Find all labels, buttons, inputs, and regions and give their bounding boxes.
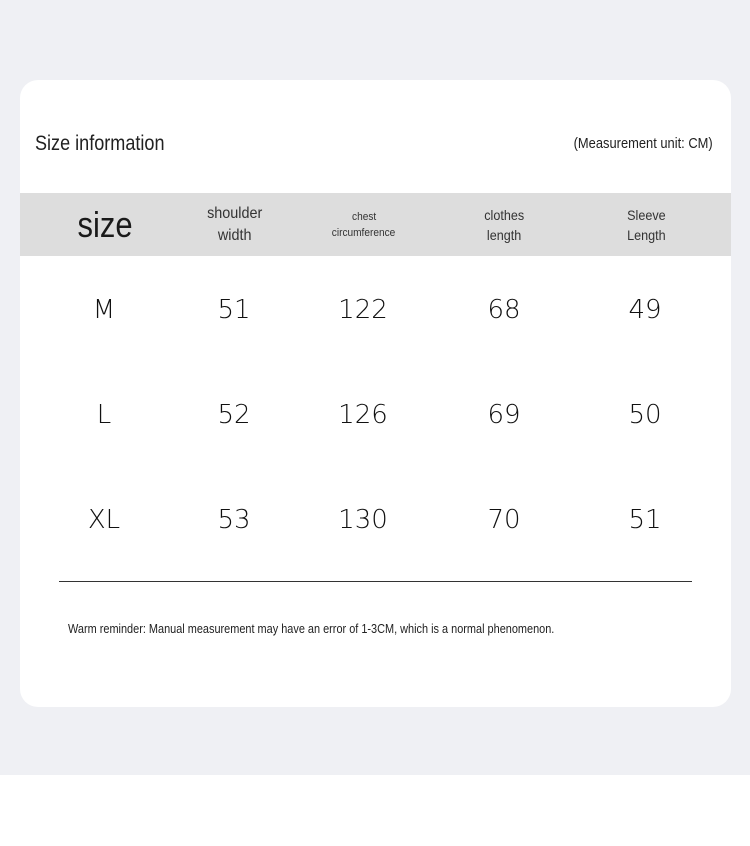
- cell-chest: 126: [338, 400, 388, 430]
- header-shoulder-line2: width: [218, 226, 252, 244]
- header-chest-line2: circumference: [332, 226, 396, 239]
- cell-shoulder: 51: [217, 295, 251, 325]
- table-row: [20, 490, 731, 550]
- cell-size: XL: [87, 505, 121, 535]
- cell-size: L: [96, 400, 112, 430]
- header-clothes-line2: length: [486, 226, 522, 243]
- size-chart-card: [20, 80, 731, 707]
- table-header: [20, 193, 731, 256]
- cell-shoulder: 52: [217, 400, 251, 430]
- header-clothes-length: [454, 193, 554, 256]
- card-title: Size information: [35, 132, 165, 155]
- cell-sleeve: 49: [628, 295, 662, 325]
- cell-size: M: [92, 295, 116, 325]
- cell-length: 69: [487, 400, 521, 430]
- warm-reminder-note: Warm reminder: Manual measurement may have an error of 1-3CM, which is a normal phenomenon.: [68, 621, 555, 636]
- header-sleeve-line2: Length: [626, 226, 666, 243]
- table-row: [20, 280, 731, 340]
- measurement-unit-note: (Measurement unit: CM): [573, 135, 713, 152]
- cell-chest: 130: [338, 505, 388, 535]
- header-chest-circumference: [314, 193, 414, 256]
- header-shoulder-width: [185, 193, 285, 256]
- header-size: [65, 193, 145, 256]
- header-shoulder-line1: shoulder: [207, 204, 263, 222]
- table-divider: [59, 581, 692, 582]
- cell-sleeve: 51: [628, 505, 662, 535]
- cell-length: 68: [487, 295, 521, 325]
- table-row: [20, 385, 731, 445]
- cell-sleeve: 50: [628, 400, 662, 430]
- header-sleeve-length: [596, 193, 696, 256]
- header-size-label: size: [77, 203, 133, 245]
- cell-chest: 122: [338, 295, 388, 325]
- header-sleeve-line1: Sleeve: [626, 206, 666, 223]
- cell-shoulder: 53: [217, 505, 251, 535]
- cell-length: 70: [487, 505, 521, 535]
- header-clothes-line1: clothes: [484, 206, 524, 223]
- header-chest-line1: chest: [351, 210, 377, 223]
